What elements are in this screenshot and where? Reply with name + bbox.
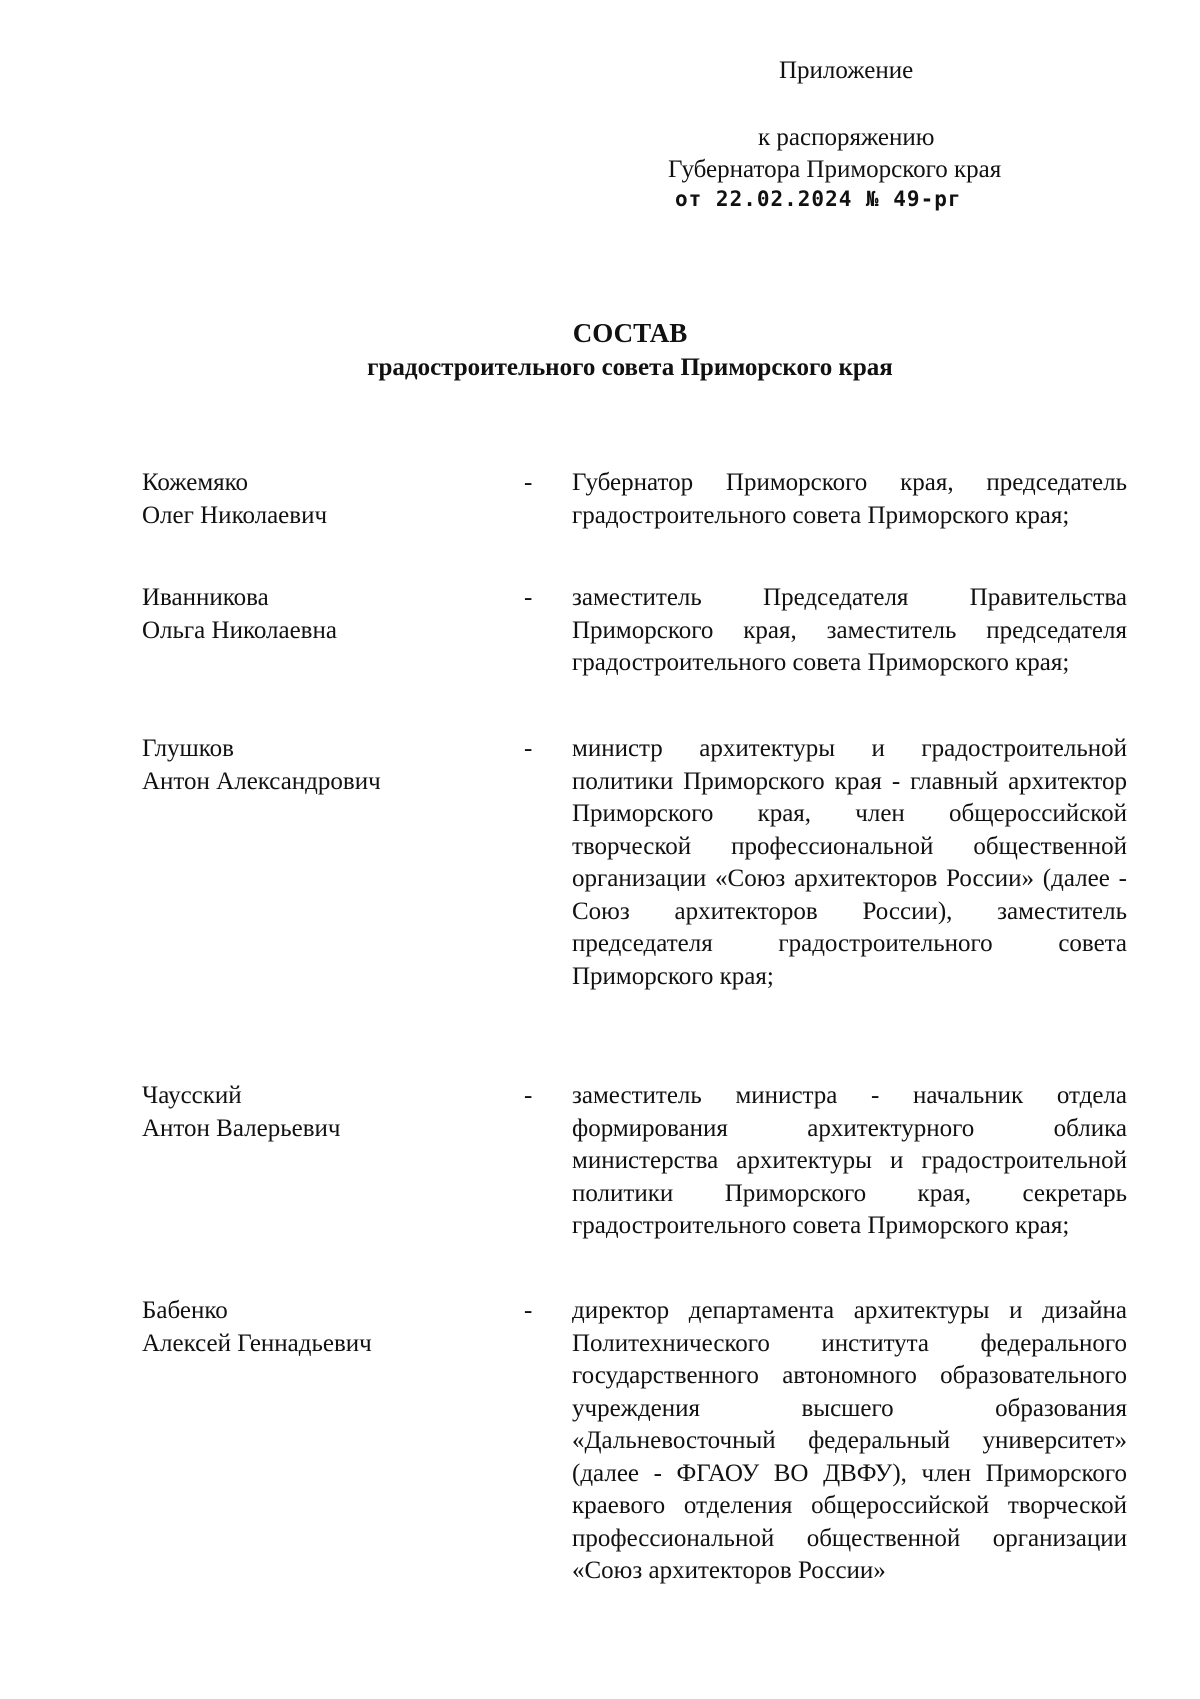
document-subtitle: градостроительного совета Приморского края	[367, 354, 893, 381]
member-dash: -	[524, 735, 533, 762]
member-given-names: Антон Александрович	[142, 767, 381, 795]
member-role: заместитель министра - начальник отдела формирования архитектурного облика министерства архитектуры и градостроительной политики Приморского края, секретарь градостроительного совета Приморского края;	[572, 1082, 1127, 1239]
appendix-reference: к распоряжению	[758, 124, 935, 151]
member-name	[142, 467, 482, 532]
member-dash: -	[524, 1297, 533, 1324]
member-role: министр архитектуры и градостроительной политики Приморского края - главный архитектор Приморского края, член общероссийской творческой профессиональной общественной организации «Союз архитекторов России» (далее - Союз архитекторов России), заместитель председателя градостроительного совета Приморского края;	[572, 735, 1127, 990]
member-given-names: Антон Валерьевич	[142, 1114, 341, 1142]
member-surname: Глушков	[142, 735, 234, 762]
member-dash: -	[524, 584, 533, 611]
member-surname: Бабенко	[142, 1297, 228, 1324]
member-surname: Чаусский	[142, 1082, 242, 1109]
member-role: директор департамента архитектуры и дизайна Политехнического института федерального государственного автономного образовательного учреждения высшего образования «Дальневосточный федеральный университет» (далее - ФГАОУ ВО ДВФУ), член Приморского краевого отделения общероссийской творческой профессиональной общественной организации «Союз архитекторов России»	[572, 1297, 1127, 1584]
member-surname: Кожемяко	[142, 469, 249, 496]
document-title: СОСТАВ	[572, 318, 688, 348]
appendix-label: Приложение	[779, 57, 914, 84]
member-surname: Иванникова	[142, 584, 269, 611]
appendix-date-number: от 22.02.2024 № 49-рг	[675, 187, 962, 211]
member-role: заместитель Председателя Правительства Приморского края, заместитель председателя градостроительного совета Приморского края;	[572, 584, 1127, 676]
member-name	[142, 1295, 482, 1360]
appendix-issuer: Губернатора Приморского края	[668, 156, 1002, 183]
member-given-names: Олег Николаевич	[142, 501, 328, 529]
member-dash: -	[524, 1082, 533, 1109]
member-name	[142, 582, 482, 647]
member-role: Губернатор Приморского края, председатель градостроительного совета Приморского края;	[572, 469, 1127, 529]
member-name	[142, 1080, 482, 1145]
member-name	[142, 733, 482, 798]
member-given-names: Ольга Николаевна	[142, 616, 337, 644]
member-dash: -	[524, 469, 533, 496]
member-given-names: Алексей Геннадьевич	[142, 1329, 372, 1357]
